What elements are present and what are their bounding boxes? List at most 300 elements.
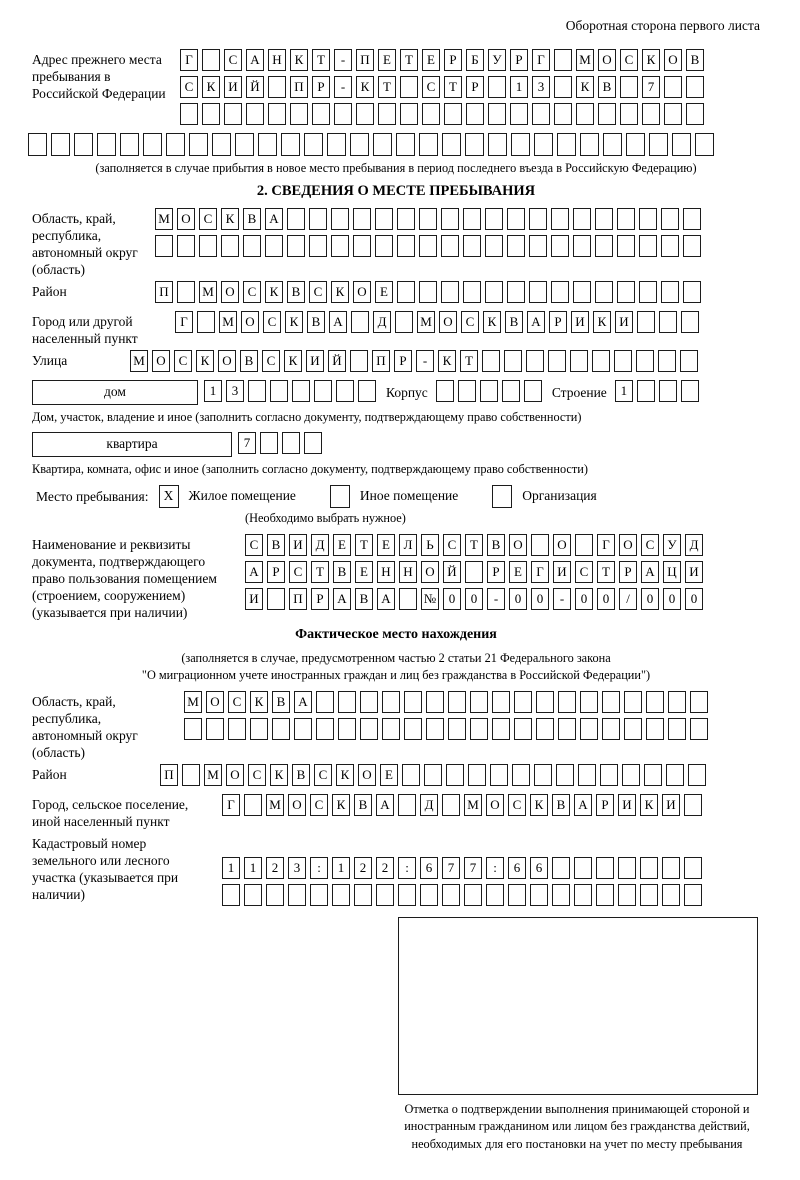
char-cell — [598, 103, 616, 125]
char-cell — [554, 103, 572, 125]
char-cell — [552, 857, 570, 879]
char-cell — [488, 103, 506, 125]
char-cell — [399, 588, 417, 610]
char-cell: М — [219, 311, 237, 333]
char-cell — [683, 208, 701, 230]
char-cell — [664, 76, 682, 98]
char-cell — [281, 133, 300, 156]
district-label: Район — [32, 283, 67, 299]
char-cell: П — [155, 281, 173, 303]
house-box: дом — [32, 380, 198, 405]
char-cell — [548, 350, 566, 372]
char-cell — [681, 380, 699, 402]
char-cell — [536, 691, 554, 713]
char-cell: Н — [268, 49, 286, 71]
char-cell — [570, 350, 588, 372]
char-cell — [74, 133, 93, 156]
stroenie-cells — [615, 380, 703, 402]
char-cell: : — [486, 857, 504, 879]
char-cell: О — [218, 350, 236, 372]
prev-address-label: Адрес прежнего места пребывания в Российской Федерации — [32, 52, 166, 101]
registration-stamp-box — [398, 917, 758, 1095]
char-cell — [514, 718, 532, 740]
char-cell — [441, 235, 459, 257]
char-cell: - — [416, 350, 434, 372]
char-cell — [558, 718, 576, 740]
char-cell — [465, 133, 484, 156]
char-cell — [573, 281, 591, 303]
char-cell: К — [438, 350, 456, 372]
char-cell — [580, 718, 598, 740]
char-cell: Р — [312, 76, 330, 98]
char-cell — [637, 311, 655, 333]
char-cell — [398, 884, 416, 906]
char-cell: С — [508, 794, 526, 816]
actual-region-cells — [184, 691, 712, 745]
char-cell: С — [641, 534, 659, 556]
char-cell — [310, 884, 328, 906]
char-cell: / — [619, 588, 637, 610]
char-cell: О — [241, 311, 259, 333]
char-cell: Г — [180, 49, 198, 71]
char-cell: - — [487, 588, 505, 610]
city-label: Город или другой населенный пункт — [32, 313, 138, 346]
char-cell — [485, 235, 503, 257]
char-cell: Р — [394, 350, 412, 372]
char-cell: С — [174, 350, 192, 372]
char-cell: В — [287, 281, 305, 303]
char-cell: М — [266, 794, 284, 816]
char-cell — [155, 235, 173, 257]
char-cell: Е — [355, 561, 373, 583]
char-cell: Р — [549, 311, 567, 333]
char-cell: М — [204, 764, 222, 786]
char-cell: В — [598, 76, 616, 98]
char-cell: Й — [246, 76, 264, 98]
char-cell — [246, 103, 264, 125]
char-cell — [373, 133, 392, 156]
char-cell: 3 — [226, 380, 244, 402]
actual-location-note-line2: "О миграционном учете иностранных граждан и лиц без гражданства в Российской Федерации") — [141, 667, 651, 682]
char-cell — [244, 794, 262, 816]
char-cell — [177, 281, 195, 303]
char-cell — [488, 76, 506, 98]
cadastral-label: Кадастровый номер земельного или лесного участка (указывается при наличии) — [32, 836, 179, 903]
char-cell — [580, 691, 598, 713]
char-cell: А — [246, 49, 264, 71]
char-cell — [294, 718, 312, 740]
char-cell: И — [306, 350, 324, 372]
char-cell: С — [263, 311, 281, 333]
char-cell: К — [265, 281, 283, 303]
char-cell — [468, 764, 486, 786]
char-cell: 2 — [354, 857, 372, 879]
char-cell — [395, 311, 413, 333]
char-cell: 2 — [266, 857, 284, 879]
char-cell — [482, 350, 500, 372]
char-cell: К — [290, 49, 308, 71]
char-cell — [574, 857, 592, 879]
char-cell — [338, 691, 356, 713]
char-cell: Р — [311, 588, 329, 610]
char-cell — [268, 76, 286, 98]
char-cell — [288, 884, 306, 906]
char-cell — [358, 380, 376, 402]
char-cell: Т — [311, 561, 329, 583]
char-cell — [353, 235, 371, 257]
char-cell: Г — [222, 794, 240, 816]
char-cell — [396, 133, 415, 156]
actual-district-cells — [160, 764, 710, 786]
stay-type-note: (Необходимо выбрать нужное) — [245, 510, 406, 525]
char-cell: Р — [510, 49, 528, 71]
char-cell: А — [527, 311, 545, 333]
char-cell: К — [270, 764, 288, 786]
char-cell: Р — [619, 561, 637, 583]
char-cell — [331, 235, 349, 257]
char-cell: С — [443, 534, 461, 556]
char-cell — [424, 764, 442, 786]
char-cell: 0 — [641, 588, 659, 610]
char-cell — [557, 133, 576, 156]
char-cell — [235, 133, 254, 156]
char-cell — [530, 884, 548, 906]
char-cell: Т — [460, 350, 478, 372]
house-number-cells — [204, 380, 380, 402]
char-cell: С — [228, 691, 246, 713]
actual-location-title: Фактическое место нахождения — [295, 626, 497, 642]
char-cell — [282, 432, 300, 454]
actual-district-block — [32, 764, 760, 791]
char-cell — [222, 884, 240, 906]
char-cell — [637, 380, 655, 402]
char-cell — [470, 718, 488, 740]
char-cell: 6 — [508, 857, 526, 879]
char-cell — [331, 208, 349, 230]
char-cell: К — [530, 794, 548, 816]
char-cell: 1 — [510, 76, 528, 98]
apartment-row — [32, 432, 760, 459]
street-block — [32, 350, 760, 377]
char-cell — [662, 857, 680, 879]
char-cell — [448, 691, 466, 713]
char-cell — [206, 718, 224, 740]
char-cell: Ь — [421, 534, 439, 556]
char-cell — [51, 133, 70, 156]
char-cell — [353, 208, 371, 230]
char-cell: В — [240, 350, 258, 372]
apartment-note: Квартира, комната, офис и иное (заполнить согласно документу, подтверждающему право собственности) — [32, 461, 588, 476]
char-cell — [575, 534, 593, 556]
char-cell — [672, 133, 691, 156]
char-cell — [681, 311, 699, 333]
char-cell — [640, 857, 658, 879]
char-cell: С — [245, 534, 263, 556]
char-cell: Г — [532, 49, 550, 71]
char-cell — [536, 718, 554, 740]
stay-type-row — [32, 484, 760, 509]
char-cell — [695, 133, 714, 156]
char-cell — [486, 884, 504, 906]
char-cell: Т — [444, 76, 462, 98]
actual-city-cells — [222, 794, 706, 816]
char-cell — [446, 764, 464, 786]
char-cell: М — [184, 691, 202, 713]
korpus-cells — [436, 380, 546, 402]
region-label: Область, край, республика, автономный округ (область) — [32, 210, 138, 277]
char-cell: В — [333, 561, 351, 583]
char-cell — [221, 235, 239, 257]
char-cell — [690, 718, 708, 740]
char-cell — [662, 884, 680, 906]
char-cell — [688, 764, 706, 786]
char-cell: У — [488, 49, 506, 71]
document-cells — [245, 534, 707, 615]
char-cell — [532, 103, 550, 125]
char-cell: В — [272, 691, 290, 713]
char-cell — [266, 884, 284, 906]
char-cell — [120, 133, 139, 156]
char-cell: К — [202, 76, 220, 98]
char-cell — [622, 764, 640, 786]
char-cell: 7 — [238, 432, 256, 454]
char-cell — [492, 718, 510, 740]
checkbox-residential-premises: X — [159, 485, 179, 508]
char-cell: О — [177, 208, 195, 230]
char-cell — [327, 133, 346, 156]
char-cell: М — [417, 311, 435, 333]
char-cell: 1 — [222, 857, 240, 879]
char-cell — [224, 103, 242, 125]
char-cell: К — [336, 764, 354, 786]
char-cell: С — [620, 49, 638, 71]
actual-region-label: Область, край, республика, автономный округ (область) — [32, 694, 138, 761]
char-cell — [244, 884, 262, 906]
char-cell: 7 — [442, 857, 460, 879]
char-cell — [485, 281, 503, 303]
char-cell: К — [642, 49, 660, 71]
char-cell: К — [332, 794, 350, 816]
char-cell — [287, 235, 305, 257]
char-cell — [507, 235, 525, 257]
char-cell: К — [576, 76, 594, 98]
char-cell: Д — [685, 534, 703, 556]
char-cell: С — [289, 561, 307, 583]
cadastral-block — [32, 833, 760, 911]
char-cell — [529, 281, 547, 303]
char-cell — [668, 691, 686, 713]
char-cell — [684, 884, 702, 906]
char-cell: 7 — [642, 76, 660, 98]
char-cell — [304, 133, 323, 156]
char-cell: В — [292, 764, 310, 786]
char-cell: 1 — [244, 857, 262, 879]
char-cell — [574, 884, 592, 906]
char-cell — [636, 350, 654, 372]
char-cell: С — [314, 764, 332, 786]
char-cell: И — [553, 561, 571, 583]
char-cell: М — [464, 794, 482, 816]
char-cell — [382, 691, 400, 713]
char-cell: 0 — [531, 588, 549, 610]
char-cell: О — [664, 49, 682, 71]
char-cell: 2 — [376, 857, 394, 879]
char-cell: С — [224, 49, 242, 71]
char-cell — [508, 884, 526, 906]
char-cell — [243, 235, 261, 257]
char-cell — [534, 764, 552, 786]
char-cell: Й — [443, 561, 461, 583]
char-cell — [338, 718, 356, 740]
char-cell — [197, 311, 215, 333]
char-cell — [614, 350, 632, 372]
stroenie-label: Строение — [551, 384, 607, 400]
char-cell: К — [285, 311, 303, 333]
char-cell: К — [356, 76, 374, 98]
char-cell — [290, 103, 308, 125]
char-cell — [626, 133, 645, 156]
char-cell: О — [421, 561, 439, 583]
char-cell: Р — [596, 794, 614, 816]
char-cell — [531, 534, 549, 556]
char-cell: И — [571, 311, 589, 333]
city-cells — [175, 311, 703, 333]
char-cell — [270, 380, 288, 402]
char-cell: С — [309, 281, 327, 303]
char-cell: С — [422, 76, 440, 98]
char-cell — [97, 133, 116, 156]
char-cell: О — [486, 794, 504, 816]
char-cell — [334, 103, 352, 125]
char-cell: В — [354, 794, 372, 816]
page-header-note: Оборотная сторона первого листа — [565, 18, 760, 33]
char-cell — [463, 235, 481, 257]
char-cell: 6 — [530, 857, 548, 879]
char-cell — [292, 380, 310, 402]
char-cell — [617, 281, 635, 303]
char-cell — [465, 561, 483, 583]
char-cell — [309, 208, 327, 230]
document-label: Наименование и реквизиты документа, подтверждающего право пользования помещением (строением, сооружением) (указывается при наличии) — [32, 536, 217, 620]
char-cell: - — [553, 588, 571, 610]
char-cell: Д — [420, 794, 438, 816]
char-cell: К — [593, 311, 611, 333]
char-cell: Т — [597, 561, 615, 583]
char-cell: Н — [399, 561, 417, 583]
char-cell — [600, 764, 618, 786]
char-cell: А — [641, 561, 659, 583]
char-cell: А — [294, 691, 312, 713]
char-cell — [448, 718, 466, 740]
prev-address-cells — [180, 49, 708, 130]
char-cell — [202, 103, 220, 125]
char-cell — [441, 281, 459, 303]
char-cell — [507, 208, 525, 230]
char-cell — [602, 718, 620, 740]
char-cell: - — [334, 49, 352, 71]
char-cell — [267, 588, 285, 610]
char-cell — [354, 884, 372, 906]
char-cell — [199, 235, 217, 257]
char-cell — [143, 133, 162, 156]
char-cell: И — [662, 794, 680, 816]
actual-district-label: Район — [32, 767, 67, 783]
char-cell — [248, 380, 266, 402]
char-cell — [529, 208, 547, 230]
char-cell — [375, 208, 393, 230]
char-cell: И — [289, 534, 307, 556]
char-cell — [419, 208, 437, 230]
stamp-note: Отметка о подтверждении выполнения принимающей стороной и иностранным гражданином или лицом без гражданства действий, необходимых для его постановки на учет по месту пребывания — [404, 1102, 750, 1151]
char-cell: № — [421, 588, 439, 610]
char-cell — [212, 133, 231, 156]
char-cell — [646, 691, 664, 713]
char-cell — [639, 281, 657, 303]
char-cell: М — [130, 350, 148, 372]
char-cell: А — [574, 794, 592, 816]
char-cell: А — [329, 311, 347, 333]
char-cell — [618, 857, 636, 879]
char-cell: К — [640, 794, 658, 816]
street-label: Улица — [32, 352, 68, 368]
char-cell — [316, 718, 334, 740]
char-cell — [552, 884, 570, 906]
char-cell — [419, 235, 437, 257]
char-cell — [180, 103, 198, 125]
option-organization-label: Организация — [522, 488, 597, 504]
char-cell: Р — [444, 49, 462, 71]
char-cell: А — [333, 588, 351, 610]
char-cell: Е — [380, 764, 398, 786]
char-cell — [397, 235, 415, 257]
char-cell — [258, 133, 277, 156]
char-cell: Т — [312, 49, 330, 71]
stay-type-label: Место пребывания: — [36, 488, 149, 504]
char-cell: О — [206, 691, 224, 713]
char-cell: - — [334, 76, 352, 98]
char-cell — [419, 133, 438, 156]
char-cell — [260, 432, 278, 454]
char-cell — [659, 380, 677, 402]
char-cell — [184, 718, 202, 740]
prev-address-block — [32, 49, 760, 130]
char-cell: С — [575, 561, 593, 583]
char-cell — [332, 884, 350, 906]
char-cell — [556, 764, 574, 786]
char-cell: Т — [355, 534, 373, 556]
char-cell — [686, 103, 704, 125]
char-cell: 0 — [663, 588, 681, 610]
char-cell — [466, 103, 484, 125]
char-cell — [360, 718, 378, 740]
char-cell: П — [372, 350, 390, 372]
char-cell — [661, 281, 679, 303]
char-cell: Д — [373, 311, 391, 333]
char-cell — [620, 76, 638, 98]
char-cell: И — [224, 76, 242, 98]
char-cell: К — [483, 311, 501, 333]
char-cell — [470, 691, 488, 713]
char-cell — [558, 691, 576, 713]
char-cell: О — [598, 49, 616, 71]
char-cell: Т — [400, 49, 418, 71]
char-cell — [639, 235, 657, 257]
char-cell — [602, 691, 620, 713]
char-cell: Б — [466, 49, 484, 71]
char-cell — [375, 235, 393, 257]
char-cell — [228, 718, 246, 740]
char-cell: П — [356, 49, 374, 71]
